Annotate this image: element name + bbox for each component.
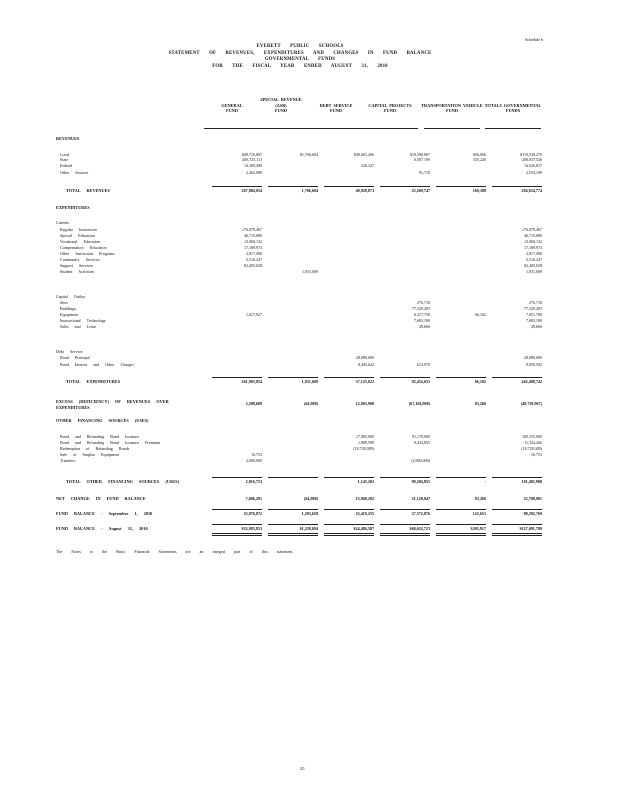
- row-value: 13,960,132: [524, 239, 542, 244]
- footnote: The Notes to the Basic Financial Statements are an integral part of this statement.: [56, 549, 294, 554]
- row-value: 14,300,490: [244, 163, 262, 168]
- row-label: Sales and Lease: [60, 324, 97, 329]
- column-header-line: FUND: [275, 108, 287, 114]
- column-header-line: FUND: [330, 108, 342, 114]
- row-value: $1,228,684: [299, 526, 318, 531]
- total-rule: [212, 509, 262, 510]
- row-label: NET CHANGE IN FUND BALANCE: [56, 496, 146, 501]
- double-underline: [324, 533, 374, 534]
- row-value: 9,434,855: [414, 440, 430, 445]
- row-value: 16,753: [531, 452, 542, 457]
- total-rule: [492, 186, 542, 187]
- row-value: 1,831,609: [526, 269, 542, 274]
- title-block: [150, 45, 450, 71]
- row-value: 98,284,855: [411, 479, 430, 484]
- row-value: 169,388: [472, 188, 486, 193]
- row-label: State: [60, 157, 69, 162]
- row-value: 91,710: [419, 170, 430, 175]
- row-value: $127,691,789: [519, 526, 542, 531]
- row-value: 13,960,282: [355, 496, 374, 501]
- row-value: 176,679,467: [242, 227, 262, 232]
- total-rule: [324, 509, 374, 510]
- total-rule: [380, 524, 430, 525]
- row-value: 200,725,113: [242, 157, 262, 162]
- double-underline: [268, 533, 318, 534]
- total-rule: [268, 186, 318, 187]
- row-value: 66,102: [475, 312, 486, 317]
- double-underline: [436, 533, 486, 534]
- row-value: 335,226: [473, 157, 486, 162]
- row-label: Bond Interest and Other Charges: [60, 362, 134, 367]
- title-line: EVERETT PUBLIC SCHOOLS: [256, 44, 344, 49]
- total-rule: [212, 477, 262, 478]
- row-label: Compensatory Education: [60, 245, 107, 250]
- total-rule: [380, 477, 430, 478]
- row-value: 28,660: [531, 324, 542, 329]
- double-underline: [212, 533, 262, 534]
- row-label: Buildings: [60, 306, 76, 311]
- row-label: Current:: [56, 220, 70, 225]
- row-label: Capital Outlay:: [56, 294, 87, 299]
- row-value: 442,408,742: [521, 379, 542, 384]
- total-rule: [436, 477, 486, 478]
- row-label: TOTAL OTHER FINANCING SOURCES (USES): [66, 479, 179, 484]
- row-label: Local: [60, 152, 70, 157]
- row-label: EXPENDITURES: [56, 205, 90, 210]
- row-value: 14,626,817: [524, 163, 542, 168]
- row-value: 1,766,604: [301, 188, 318, 193]
- row-value: 2,817,490: [526, 251, 542, 256]
- row-value: 25,269,747: [411, 188, 430, 193]
- row-label: FUND BALANCE - September 1, 2010: [56, 511, 153, 516]
- row-label: Bond and Refunding Bond Issuance: [60, 434, 140, 439]
- row-label: Redemption of Refunding Bonds: [60, 446, 130, 451]
- row-value: (49,730,967): [520, 401, 542, 406]
- row-value: 7,683,190: [414, 318, 430, 323]
- row-value: $48,716,867: [242, 152, 262, 157]
- schedule-label: Schedule 6: [525, 37, 544, 42]
- row-value: 23,419,255: [355, 511, 374, 516]
- row-value: $205,917: [470, 526, 486, 531]
- total-rule: [268, 524, 318, 525]
- row-value: $33,983,853: [241, 526, 262, 531]
- total-rule: [268, 477, 318, 478]
- total-rule: [436, 509, 486, 510]
- total-rule: [380, 509, 430, 510]
- column-header-line: DEBT SERVICE: [319, 102, 353, 108]
- row-label: EXCESS (DEFICIENCY) OF REVENUES OVER EXPENDITURES: [56, 399, 169, 410]
- row-label: Other Sources: [60, 170, 89, 175]
- row-value: 613,970: [417, 362, 430, 367]
- row-value: 1,617,927: [246, 312, 262, 317]
- double-underline: [492, 535, 542, 536]
- row-value: 66,102: [474, 379, 486, 384]
- double-underline: [380, 533, 430, 534]
- row-value: (64,980): [304, 401, 318, 406]
- row-label: Vocational Education: [60, 239, 101, 244]
- row-value: (2,000,000): [411, 458, 430, 463]
- row-label: Debt Service:: [56, 349, 84, 354]
- total-rule: [212, 524, 262, 525]
- row-label: Sites: [60, 300, 68, 305]
- double-underline: [268, 535, 318, 536]
- row-value: $19,390,867: [410, 152, 430, 157]
- row-value: 46,715,800: [244, 233, 262, 238]
- row-value: 267,084,054: [241, 188, 262, 193]
- row-value: 17,169,974: [524, 245, 542, 250]
- row-value: 12,803,908: [355, 401, 374, 406]
- row-value: 77,529,283: [412, 306, 430, 311]
- row-value: 122,651: [472, 511, 486, 516]
- double-underline: [492, 533, 542, 534]
- row-value: 17,169,974: [244, 245, 262, 250]
- double-underline: [380, 535, 430, 536]
- row-label: TOTAL REVENUES: [66, 188, 110, 193]
- column-header: [355, 97, 425, 114]
- row-value: 16,753: [251, 452, 262, 457]
- row-value: 2,554,198: [526, 170, 542, 175]
- row-label: FUND BALANCE - August 31, 2010: [56, 526, 148, 531]
- row-value: 2,817,490: [246, 251, 262, 256]
- title-line: GOVERNMENTAL FUNDS: [264, 57, 336, 62]
- row-value: 1,831,609: [302, 269, 318, 274]
- row-value: $1,766,604: [300, 152, 318, 157]
- row-value: 83,266: [474, 401, 486, 406]
- row-label: Equipment: [60, 312, 78, 317]
- row-label: Other Instruction Programs: [60, 251, 115, 256]
- row-value: 326,327: [361, 163, 374, 168]
- total-rule: [324, 186, 374, 187]
- row-label: Bond and Refunding Bond Issuance Premium: [60, 440, 161, 445]
- row-value: 294,634,774: [521, 188, 542, 193]
- title-line: STATEMENT OF REVENUES, EXPENDITURES AND CHANGES IN FUND BALANCE: [168, 50, 432, 56]
- header-underline: [253, 128, 309, 129]
- row-value: 2,000,000: [246, 458, 262, 463]
- row-value: 25,876,872: [243, 511, 262, 516]
- row-label: Student Activities: [60, 269, 95, 274]
- row-label: Sale of Surplus Equipment: [60, 452, 120, 457]
- row-value: 88,282,769: [523, 511, 542, 516]
- row-value: (18,728,389): [521, 446, 542, 451]
- row-value: 261,903,854: [241, 379, 262, 384]
- page-number: 25: [300, 766, 305, 771]
- total-rule: [436, 377, 486, 378]
- row-value: 176,679,467: [522, 227, 542, 232]
- row-value: 28,660: [419, 324, 430, 329]
- row-value: $68,652,723: [409, 526, 430, 531]
- row-value: 91,170,000: [412, 434, 430, 439]
- row-label: Special Education: [60, 233, 95, 238]
- row-value: 11,324,266: [524, 440, 542, 445]
- row-value: $24,484,587: [353, 526, 374, 531]
- row-value: 17,985,000: [356, 434, 374, 439]
- title-line: FOR THE FISCAL YEAR ENDED AUGUST 31, 2010: [212, 63, 388, 69]
- total-rule: [324, 377, 374, 378]
- row-label: Community Services: [60, 257, 100, 262]
- total-rule: [492, 377, 542, 378]
- row-value: 52,700,901: [523, 496, 542, 501]
- total-rule: [492, 477, 542, 478]
- row-value: 1,293,658: [301, 511, 318, 516]
- total-rule: [268, 509, 318, 510]
- row-value: 2,516,247: [246, 257, 262, 262]
- row-value: 1,145,202: [357, 479, 374, 484]
- row-label: Support Services: [60, 263, 93, 268]
- total-rule: [324, 524, 374, 525]
- column-header-line: FUNDS: [505, 108, 521, 114]
- row-value: 1,831,609: [301, 379, 318, 384]
- row-label: TOTAL EXPENDITURES: [66, 379, 121, 384]
- row-label: Instructional Technology: [60, 318, 106, 323]
- column-header-line: CAPITAL PROJECTS: [368, 102, 412, 108]
- total-rule: [380, 186, 430, 187]
- row-value: 9,059,592: [526, 362, 542, 367]
- total-rule: [492, 509, 542, 510]
- header-underline: [424, 128, 480, 129]
- header-underline: [485, 128, 541, 129]
- total-rule: [212, 377, 262, 378]
- row-value: (18,728,389): [353, 446, 374, 451]
- row-value: -: [484, 479, 486, 484]
- row-value: 28,680,000: [356, 355, 374, 360]
- total-rule: [268, 377, 318, 378]
- double-underline: [324, 535, 374, 536]
- row-value: 208,037,526: [522, 157, 542, 162]
- row-value: 37,572,876: [411, 511, 430, 516]
- row-label: Transfers: [60, 458, 76, 463]
- column-header-line: FUND: [446, 108, 458, 114]
- column-header-line: SPECIAL REVENUE: [260, 97, 302, 102]
- row-value: 6,317,750: [414, 312, 430, 317]
- double-underline: [436, 535, 486, 536]
- row-value: (64,980): [304, 496, 318, 501]
- row-value: $49,601,266: [354, 152, 374, 157]
- row-value: 276,710: [417, 300, 430, 305]
- row-value: 92,454,653: [411, 379, 430, 384]
- double-underline: [212, 535, 262, 536]
- row-value: 49,928,873: [355, 188, 374, 193]
- row-value: 1,889,589: [358, 440, 374, 445]
- row-value: 101,482,908: [521, 479, 542, 484]
- column-header-line: TRANSPORTATION VEHICLE: [421, 102, 483, 108]
- row-value: 7,851,780: [526, 312, 542, 317]
- row-value: 13,960,132: [244, 239, 262, 244]
- row-value: 31,128,847: [411, 496, 430, 501]
- header-underline: [308, 128, 364, 129]
- row-value: 6,587,190: [414, 157, 430, 162]
- total-rule: [380, 377, 430, 378]
- header-underline: [362, 128, 418, 129]
- row-value: 83,266: [474, 496, 486, 501]
- row-value: 46,715,800: [524, 233, 542, 238]
- row-value: 8,445,622: [358, 362, 374, 367]
- column-header: [478, 97, 548, 114]
- row-label: REVENUES: [56, 136, 80, 141]
- row-value: 109,155,000: [522, 434, 542, 439]
- row-value: 2,462,088: [246, 170, 262, 175]
- column-header-line: GENERAL: [221, 102, 243, 108]
- column-header-line: FUND: [384, 108, 396, 114]
- total-rule: [436, 186, 486, 187]
- row-value: 82,405,028: [524, 263, 542, 268]
- row-value: 77,529,283: [524, 306, 542, 311]
- row-value: 37,125,622: [355, 379, 374, 384]
- row-value: 7,606,281: [245, 496, 262, 501]
- total-rule: [324, 477, 374, 478]
- column-header: [417, 97, 487, 114]
- column-header-line: TOTALS GOVERNMENTAL: [484, 102, 542, 108]
- row-label: Regular Instruction: [60, 227, 97, 232]
- total-rule: [492, 524, 542, 525]
- header-underline: [204, 128, 260, 129]
- row-value: 276,710: [529, 300, 542, 305]
- row-value: 2,516,247: [526, 257, 542, 262]
- column-header-line: (ASB): [275, 102, 287, 108]
- row-label: OTHER FINANCING SOURCES (USES): [56, 418, 149, 423]
- row-value: 7,683,190: [526, 318, 542, 323]
- total-rule: [436, 524, 486, 525]
- column-header-line: FUND: [226, 108, 238, 114]
- row-value: $119,530,270: [520, 152, 542, 157]
- row-value: (67,184,908): [408, 401, 430, 406]
- row-value: 2,016,753: [245, 479, 262, 484]
- row-value: $56,066: [473, 152, 486, 157]
- row-value: 82,405,028: [244, 263, 262, 268]
- row-value: 5,208,689: [245, 401, 262, 406]
- row-label: Federal: [60, 163, 73, 168]
- row-label: Bond Principal: [60, 355, 90, 360]
- row-value: 28,680,000: [524, 355, 542, 360]
- total-rule: [212, 186, 262, 187]
